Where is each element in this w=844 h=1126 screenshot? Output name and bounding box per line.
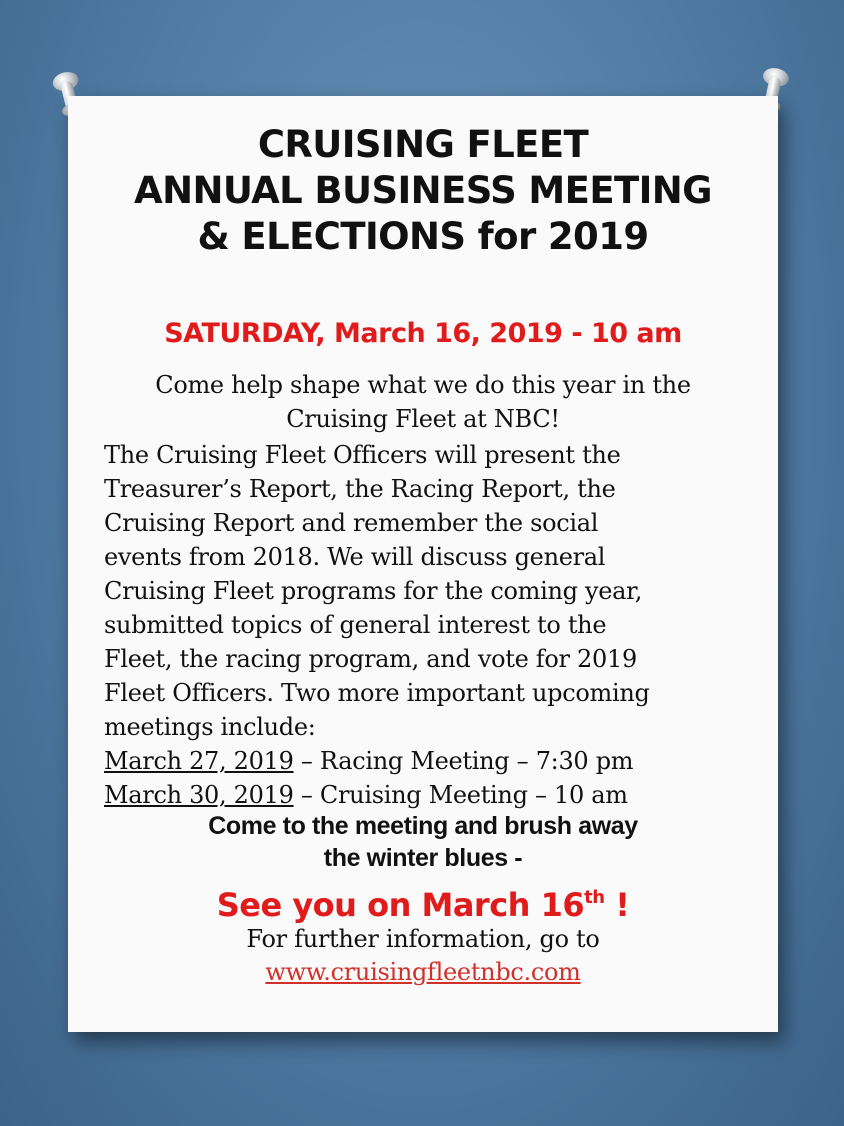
- title-line: CRUISING FLEET: [257, 123, 589, 166]
- intro-line: Cruising Fleet at NBC!: [286, 405, 560, 433]
- body-line: Treasurer’s Report, the Racing Report, the: [104, 475, 616, 503]
- see-you-end: !: [604, 886, 630, 924]
- cta-line: the winter blues -: [323, 844, 523, 872]
- see-you-text: See you on March 16: [216, 886, 585, 924]
- meeting-item: [104, 744, 764, 778]
- body-text: [104, 438, 764, 812]
- meeting-detail: – Cruising Meeting – 10 am: [293, 781, 628, 809]
- meeting-item: [104, 778, 764, 812]
- meeting-date: SATURDAY, March 16, 2019 - 10 am: [164, 318, 682, 349]
- body-line: Fleet Officers. Two more important upcoming: [104, 679, 650, 707]
- website-link[interactable]: www.cruisingfleetnbc.com: [265, 958, 581, 986]
- meeting-detail: – Racing Meeting – 7:30 pm: [293, 747, 634, 775]
- meeting-date-underlined: March 27, 2019: [104, 747, 294, 775]
- intro-text: [68, 368, 778, 436]
- body-line: The Cruising Fleet Officers will present the: [104, 441, 621, 469]
- body-line: Cruising Fleet programs for the coming year,: [104, 577, 643, 605]
- body-line: events from 2018. We will discuss general: [104, 543, 606, 571]
- body-line: meetings include:: [104, 713, 316, 741]
- body-line: Fleet, the racing program, and vote for 2019: [104, 645, 637, 673]
- body-line: Cruising Report and remember the social: [104, 509, 599, 537]
- flyer-title: [68, 122, 778, 260]
- see-you-heading: [68, 876, 778, 927]
- meeting-date-underlined: March 30, 2019: [104, 781, 294, 809]
- info-text: For further information, go to: [246, 925, 600, 953]
- body-line: submitted topics of general interest to the: [104, 611, 607, 639]
- title-line: ANNUAL BUSINESS MEETING: [134, 169, 712, 212]
- see-you-suffix: th: [584, 887, 605, 908]
- intro-line: Come help shape what we do this year in the: [155, 371, 691, 399]
- cta-line: Come to the meeting and brush away: [208, 812, 638, 840]
- title-line: & ELECTIONS for 2019: [197, 215, 649, 258]
